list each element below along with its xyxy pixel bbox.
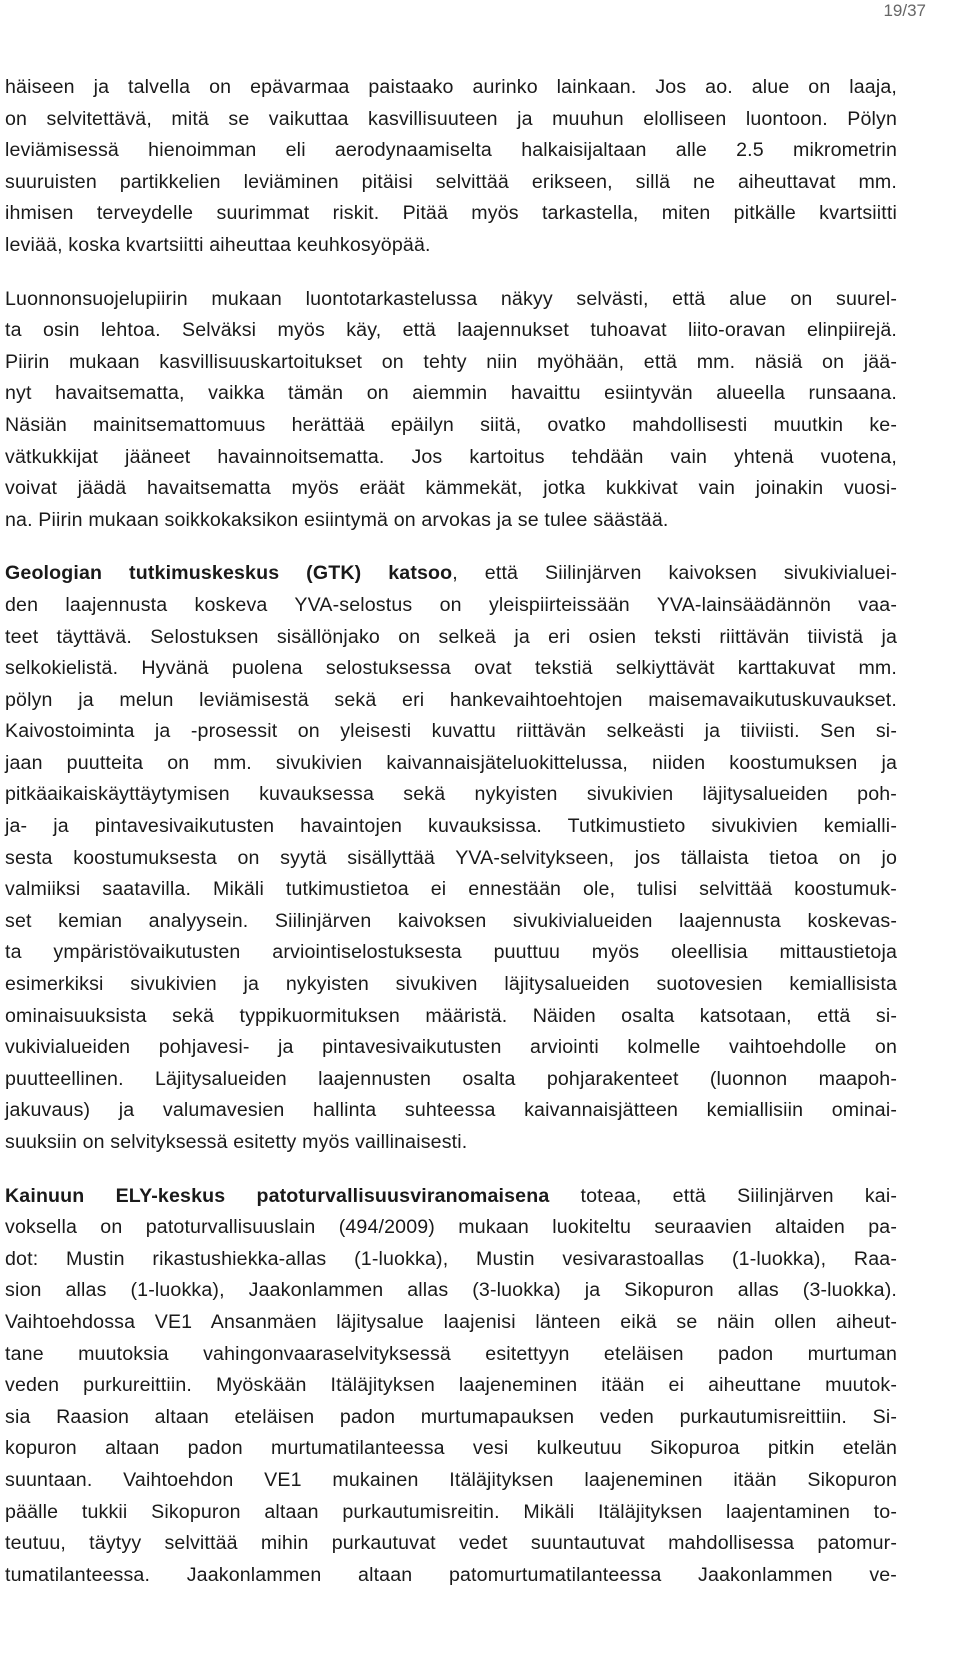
text-line: voksella on patoturvallisuuslain (494/2009) mukaan luokiteltu seuraavien altaiden pa- <box>5 1216 897 1239</box>
text-line <box>5 558 897 590</box>
text-line: veden purkureittiin. Myöskään Itäläjityksen laajeneminen itään ei aiheuttane muutok- <box>5 1374 897 1397</box>
text-line: Kaivostoiminta ja -prosessit on yleisesti kuvattu riittävän selkeästi ja tiiviisti. Sen si- <box>5 720 897 743</box>
text-line: puutteellinen. Läjitysalueiden laajennusten osalta pohjarakenteet (luonnon maapoh- <box>5 1067 897 1090</box>
text-line: häiseen ja talvella on epävarmaa paistaako aurinko lainkaan. Jos ao. alue on laaja, <box>5 76 897 98</box>
text-line: esimerkiksi sivukivien ja nykyisten sivukiven läjitysalueiden suotovesien kemiallisista <box>5 973 897 996</box>
organization-name: Geologian tutkimuskeskus (GTK) katsoo <box>5 562 453 585</box>
text-line: selkokielistä. Hyvänä puolena selostuksessa ovat tekstiä selkiyttävät karttakuvat mm. <box>5 657 897 680</box>
text-fragment: , että Siilinjärven kaivoksen sivukivialuei- <box>452 562 897 585</box>
text-line: ta ympäristövaikutusten arviointiselostuksesta puuttuu myös oleellisia mittaustietoja <box>5 941 897 964</box>
text-line: jaan puutteita on mm. sivukivien kaivannaisjäteluokittelussa, niiden koostumuksen ja <box>5 751 897 774</box>
text-line: ta osin lehtoa. Selväksi myös käy, että laajennukset tuhoavat liito-oravan elinpiirejä. <box>5 319 897 342</box>
text-line: ihmisen terveydelle suurimmat riskit. Pitää myös tarkastella, miten pitkälle kvartsiitti <box>5 202 897 225</box>
text-line: den laajennusta koskeva YVA-selostus on yleispiirteissään YVA-lainsäädännön vaa- <box>5 593 897 616</box>
text-fragment: toteaa, että Siilinjärven kai- <box>549 1184 898 1207</box>
document-body <box>5 72 897 1591</box>
text-line: päälle tukkii Sikopuron altaan purkautumisreitin. Mikäli Itäläjityksen laajentaminen to- <box>5 1500 897 1523</box>
text-line: vukivialueiden pohjavesi- ja pintavesivaikutusten arviointi kolmelle vaihtoehdolle on <box>5 1036 897 1059</box>
text-line: kopuron altaan padon murtumatilanteessa vesi kulkeutuu Sikopuroa pitkin etelän <box>5 1437 897 1460</box>
page-number: 19/37 <box>883 1 926 20</box>
text-line: sia Raasion altaan eteläisen padon murtumapauksen veden purkautumisreittiin. Si- <box>5 1405 897 1428</box>
text-line: sion allas (1-luokka), Jaakonlammen allas (3-luokka) ja Sikopuron allas (3-luokka). <box>5 1279 897 1302</box>
text-line <box>5 1181 897 1213</box>
organization-name: Kainuun ELY-keskus patoturvallisuusviranomaisena <box>5 1184 550 1207</box>
text-line: tane muutoksia vahingonvaaraselvityksessä esitettyyn eteläisen padon murtuman <box>5 1342 897 1365</box>
text-line: vätkukkijat jääneet havainnoitsematta. Jos kartoitus tehdään vain yhtenä vuotena, <box>5 445 897 468</box>
text-line: Vaihtoehdossa VE1 Ansanmäen läjitysalue laajenisi länteen eikä se näin ollen aiheut- <box>5 1310 897 1333</box>
text-line: teet täyttävä. Selostuksen sisällönjako on selkeä ja eri osien teksti riittävän tiivistä ja <box>5 625 897 648</box>
text-line: jakuvaus) ja valumavesien hallinta suhteessa kaivannaisjätteen kemiallisiin ominai- <box>5 1099 897 1122</box>
text-line: Näsiän mainitsemattomuus herättää epäilyn siitä, ovatko mahdollisesti muutkin ke- <box>5 413 897 436</box>
text-line: tumatilanteessa. Jaakonlammen altaan patomurtumatilanteessa Jaakonlammen ve- <box>5 1563 897 1586</box>
paragraph-ely-dam-safety <box>5 1181 897 1592</box>
paragraph-nature-conservation <box>5 284 897 537</box>
text-line: pitkäaikaiskäyttäytymisen kuvauksessa sekä nykyisten sivukivien läjitysalueiden poh- <box>5 783 897 806</box>
text-line: Piirin mukaan kasvillisuuskartoitukset on tehty niin myöhään, että mm. näsiä on jää- <box>5 350 897 373</box>
text-line: ja- ja pintavesivaikutusten havaintojen kuvauksissa. Tutkimustieto sivukivien kemialli- <box>5 815 897 838</box>
text-line: dot: Mustin rikastushiekka-allas (1-luokka), Mustin vesivarastoallas (1-luokka), Raa- <box>5 1247 897 1270</box>
text-line: suuruisten partikkelien leviäminen pitäisi selvittää erikseen, sillä ne aiheuttavat mm. <box>5 170 897 193</box>
paragraph-gtk-statement <box>5 558 897 1158</box>
text-line: ominaisuuksista sekä typpikuormituksen määristä. Näiden osalta katsotaan, että si- <box>5 1004 897 1027</box>
text-line: na. Piirin mukaan soikkokaksikon esiintymä on arvokas ja se tulee säästää. <box>5 508 669 531</box>
text-line: Luonnonsuojelupiirin mukaan luontotarkastelussa näkyy selvästi, että alue on suurel- <box>5 287 897 310</box>
text-line: set kemian analyysein. Siilinjärven kaivoksen sivukivialueiden laajennusta koskevas- <box>5 909 897 932</box>
text-line: suuntaan. Vaihtoehdon VE1 mukainen Itäläjityksen laajeneminen itään Sikopuron <box>5 1468 897 1491</box>
text-line: leviämisessä hienoimman eli aerodynaamiselta halkaisijaltaan alle 2.5 mikrometrin <box>5 139 897 162</box>
text-line: valmiiksi saatavilla. Mikäli tutkimustietoa ei ennestään ole, tulisi selvittää koostumuk- <box>5 878 897 901</box>
text-line: sesta koostumuksesta on syytä sisällyttää YVA-selvitykseen, jos tällaista tietoa on jo <box>5 846 897 869</box>
text-line: nyt havaitsematta, vaikka tämän on aiemmin havaittu esiintyvän alueella runsaana. <box>5 382 897 405</box>
text-line: voivat jäädä havaitsematta myös eräät kämmekät, jotka kukkivat vain joinakin vuosi- <box>5 477 897 500</box>
text-line: suuksiin on selvityksessä esitetty myös vaillinaisesti. <box>5 1131 468 1153</box>
text-line: pölyn ja melun leviämisestä sekä eri hankevaihtoehtojen maisemavaikutuskuvaukset. <box>5 688 897 711</box>
paragraph-dust-spreading <box>5 72 897 262</box>
text-line: on selvitettävä, mitä se vaikuttaa kasvillisuuteen ja muuhun elolliseen luontoon. Pölyn <box>5 107 897 130</box>
text-line: teutuu, täytyy selvittää mihin purkautuvat vedet suuntautuvat mahdollisessa patomur- <box>5 1532 897 1555</box>
text-line: leviää, koska kvartsiitti aiheuttaa keuhkosyöpää. <box>5 233 431 256</box>
